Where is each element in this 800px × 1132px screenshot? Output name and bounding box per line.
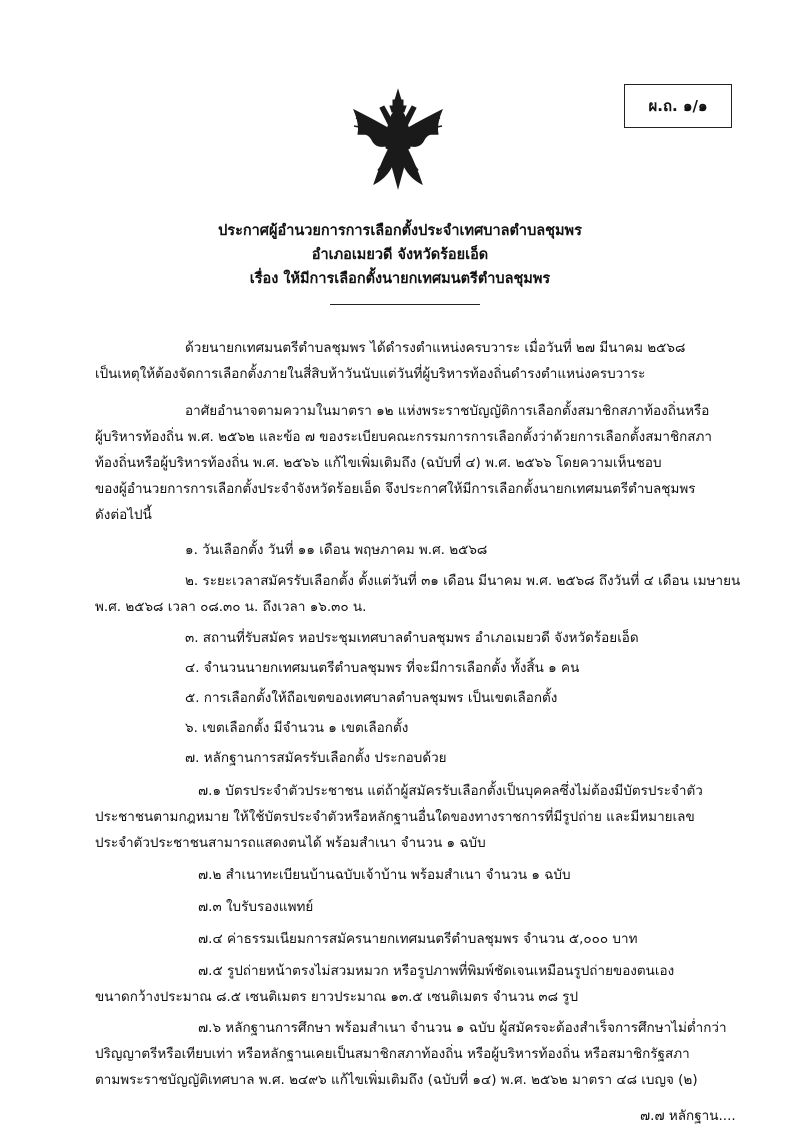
header-line-3: เรื่อง ให้มีการเลือกตั้งนายกเทศมนตรีตำบลชุมพร [249,271,551,287]
sub-item: ๗.๑ บัตรประจำตัวประชาชน แต่ถ้าผู้สมัครรับเลือกตั้งเป็นบุคคลซึ่งไม่ต้องมีบัตรประจำตัว [198,783,703,799]
sub-item-continuation: ขนาดกว้างประมาณ ๘.๕ เซนติเมตร ยาวประมาณ ๑๓.๕ เซนติเมตร จำนวน ๓๘ รูป [95,989,579,1005]
garuda-emblem-icon [350,88,446,194]
sub-item-continuation: ประจำตัวประชาชนสามารถแสดงตนได้ พร้อมสำเนา จำนวน ๑ ฉบับ [95,835,486,851]
list-item: ๖. เขตเลือกตั้ง มีจำนวน ๑ เขตเลือกตั้ง [185,720,409,736]
sub-item: ๗.๔ ค่าธรรมเนียมการสมัครนายกเทศมนตรีตำบลชุมพร จำนวน ๕,๐๐๐ บาท [198,931,638,947]
para2-line: ผู้บริหารท้องถิ่น พ.ศ. ๒๕๖๒ และข้อ ๗ ของระเบียบคณะกรรมการการเลือกตั้งว่าด้วยการเลือกตั้งสมาชิกสภา [95,429,713,445]
form-code-box: ผ.ถ. ๑/๑ [624,84,732,128]
list-item: ๑. วันเลือกตั้ง วันที่ ๑๑ เดือน พฤษภาคม พ.ศ. ๒๕๖๘ [185,542,488,558]
list-item: ๓. สถานที่รับสมัคร หอประชุมเทศบาลตำบลชุมพร อำเภอเมยวดี จังหวัดร้อยเอ็ด [185,630,639,646]
page-continuation-footer: ๗.๗ หลักฐาน.... [640,1108,736,1124]
list-item-continuation: พ.ศ. ๒๕๖๘ เวลา ๐๘.๓๐ น. ถึงเวลา ๑๖.๓๐ น. [95,599,367,615]
list-item: ๕. การเลือกตั้งให้ถือเขตของเทศบาลตำบลชุมพร เป็นเขตเลือกตั้ง [185,690,558,706]
sub-item-continuation: ประชาชนตามกฎหมาย ให้ใช้บัตรประจำตัวหรือหลักฐานอื่นใดของทางราชการที่มีรูปถ่าย และมีหมายเลข [95,809,695,825]
list-item: ๒. ระยะเวลาสมัครรับเลือกตั้ง ตั้งแต่วันที่ ๓๑ เดือน มีนาคม พ.ศ. ๒๕๖๘ ถึงวันที่ ๔ เดือน เมษายน [185,573,741,589]
para1-line: ด้วยนายกเทศมนตรีตำบลชุมพร ได้ดำรงตำแหน่งครบวาระ เมื่อวันที่ ๒๗ มีนาคม ๒๕๖๘ [185,340,686,356]
list-item: ๔. จำนวนนายกเทศมนตรีตำบลชุมพร ที่จะมีการเลือกตั้ง ทั้งสิ้น ๑ คน [185,660,580,676]
sub-item-continuation: ตามพระราชบัญญัติเทศบาล พ.ศ. ๒๔๙๖ แก้ไขเพิ่มเติมถึง (ฉบับที่ ๑๔) พ.ศ. ๒๕๖๒ มาตรา ๔๘ เบญจ (๒) [95,1072,698,1088]
sub-item: ๗.๓ ใบรับรองแพทย์ [198,899,314,915]
sub-item: ๗.๕ รูปถ่ายหน้าตรงไม่สวมหมวก หรือรูปภาพที่พิมพ์ชัดเจนเหมือนรูปถ่ายของตนเอง [198,963,675,979]
header-divider [330,304,480,305]
para1-line: เป็นเหตุให้ต้องจัดการเลือกตั้งภายในสี่สิบห้าวันนับแต่วันที่ผู้บริหารท้องถิ่นดำรงตำแหน่งครบวาระ [95,366,646,382]
para2-line: ดังต่อไปนี้ [95,507,152,523]
sub-item: ๗.๖ หลักฐานการศึกษา พร้อมสำเนา จำนวน ๑ ฉบับ ผู้สมัครจะต้องสำเร็จการศึกษาไม่ต่ำกว่า [198,1020,727,1036]
para2-line: ของผู้อำนวยการการเลือกตั้งประจำจังหวัดร้อยเอ็ด จึงประกาศให้มีการเลือกตั้งนายกเทศมนตรีตำบลชุมพร [95,481,696,497]
sub-item: ๗.๒ สำเนาทะเบียนบ้านฉบับเจ้าบ้าน พร้อมสำเนา จำนวน ๑ ฉบับ [198,867,571,883]
header-line-1: ประกาศผู้อำนวยการการเลือกตั้งประจำเทศบาลตำบลชุมพร [218,223,582,239]
list-item: ๗. หลักฐานการสมัครรับเลือกตั้ง ประกอบด้วย [185,750,447,766]
para2-line: ท้องถิ่นหรือผู้บริหารท้องถิ่น พ.ศ. ๒๕๖๖ แก้ไขเพิ่มเติมถึง (ฉบับที่ ๔) พ.ศ. ๒๕๖๖ โดยความเห็นชอบ [95,455,662,471]
sub-item-continuation: ปริญญาตรีหรือเทียบเท่า หรือหลักฐานเคยเป็นสมาชิกสภาท้องถิ่น หรือผู้บริหารท้องถิ่น หรือสมาชิกรัฐสภา [95,1046,690,1062]
para2-line: อาศัยอำนาจตามความในมาตรา ๑๒ แห่งพระราชบัญญัติการเลือกตั้งสมาชิกสภาท้องถิ่นหรือ [185,403,710,419]
header-line-2: อำเภอเมยวดี จังหวัดร้อยเอ็ด [311,247,489,263]
